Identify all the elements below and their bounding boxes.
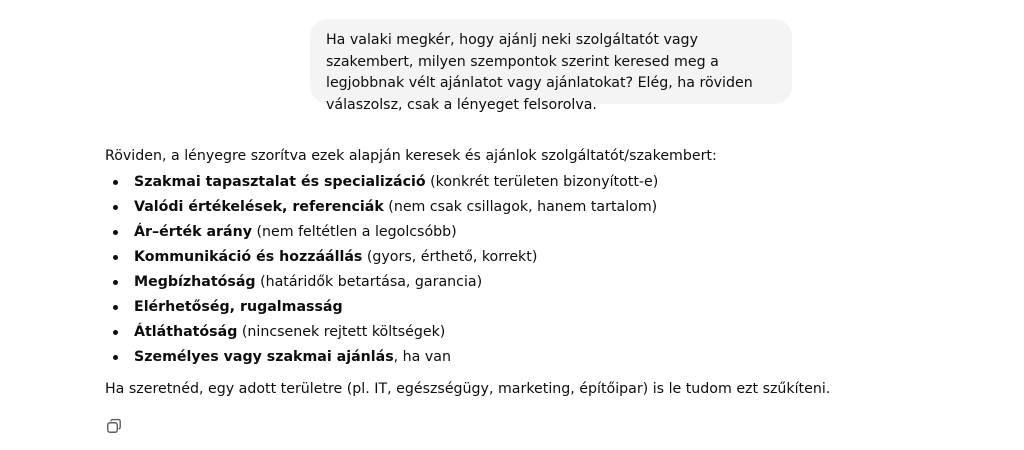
item-bold: Személyes vagy szakmai ajánlás: [134, 349, 394, 365]
bullet-icon: [113, 255, 118, 260]
assistant-message: [105, 144, 925, 402]
copy-button[interactable]: [104, 416, 124, 436]
list-item: [105, 220, 925, 245]
assistant-outro: Ha szeretnéd, egy adott területre (pl. IT, egészségügy, marketing, építőipar) is le tudom ezt szűkíteni.: [105, 381, 831, 397]
user-message-bubble: [310, 19, 792, 113]
item-bold: Valódi értékelések, referenciák: [134, 199, 384, 215]
list-item: [105, 320, 925, 345]
item-rest: (nem csak csillagok, hanem tartalom): [383, 199, 658, 215]
item-rest: (nincsenek rejtett költségek): [237, 324, 446, 340]
item-bold: Megbízhatóság: [134, 274, 256, 290]
criteria-list: [105, 170, 925, 370]
item-rest: , ha van: [393, 349, 451, 365]
bullet-icon: [113, 330, 118, 335]
item-bold: Elérhetőség, rugalmasság: [134, 299, 343, 315]
list-item: [105, 170, 925, 195]
list-item: [105, 295, 925, 320]
bullet-icon: [113, 205, 118, 210]
list-item: [105, 345, 925, 370]
user-message-text: Ha valaki megkér, hogy ajánlj neki szolgáltatót vagy szakembert, milyen szempontok szerint keresed meg a legjobbnak vélt ajánlatot vagy ajánlatokat? Elég, ha röviden válaszolsz, csak a lényeget felsorolva.: [326, 32, 753, 113]
item-bold: Szakmai tapasztalat és specializáció: [134, 174, 426, 190]
item-rest: (konkrét területen bizonyított-e): [425, 174, 659, 190]
item-bold: Ár–érték arány: [134, 224, 252, 240]
item-bold: Kommunikáció és hozzáállás: [134, 249, 363, 265]
bullet-icon: [113, 355, 118, 360]
list-item: [105, 270, 925, 295]
copy-icon: [106, 418, 122, 434]
message-actions: [104, 416, 124, 436]
item-rest: (határidők betartása, garancia): [255, 274, 483, 290]
bullet-icon: [113, 230, 118, 235]
bullet-icon: [113, 280, 118, 285]
bullet-icon: [113, 305, 118, 310]
item-bold: Átláthatóság: [134, 324, 238, 340]
assistant-intro: Röviden, a lényegre szorítva ezek alapján keresek és ajánlok szolgáltatót/szakembert:: [105, 148, 717, 164]
list-item: [105, 245, 925, 270]
list-item: [105, 195, 925, 220]
bullet-icon: [113, 180, 118, 185]
item-rest: (nem feltétlen a legolcsóbb): [251, 224, 457, 240]
item-rest: (gyors, érthető, korrekt): [362, 249, 538, 265]
